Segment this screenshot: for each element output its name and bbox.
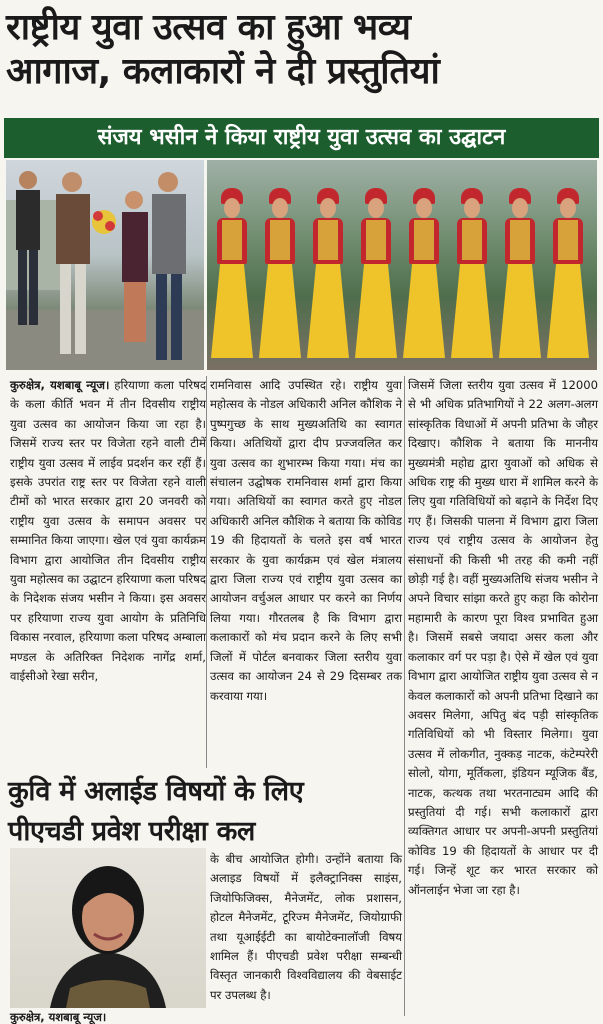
dancer-figure (499, 184, 541, 364)
photo-inauguration-guests (6, 160, 204, 370)
dancer-figure (403, 184, 445, 364)
article-column-3: जिसमें जिला स्तरीय युवा उत्सव में 12000 से भी अधिक प्रतिभागियों ने 22 अलग-अलग सांस्कृतिक विधाओं में अपनी प्रतिभा के जौहर दिखाए। कौशिक ने बताया कि माननीय मुख्यमंत्री महोद्य द्वारा युवाओं को अधिक से अधिक राष्ट्र की मुख्य धारा में शामिल करने के लिए युवा गतिविधियों को बढ़ाने के निर्देश दिए गए हैं। जिसकी पालना में विभाग द्वारा जिला राज्य एवं राष्ट्रीय उत्सव के आयोजन हेतु संसाधनों की किसी भी तरह की कमी नहीं छोड़ी गई है। वहीं मुख्यअतिथि संजय भसीन ने अपने विचार सांझा करते हुए कहा कि कोरोना महामारी के कारण पूरा विश्व प्रभावित हुआ है। जिसमें सबसे जयादा असर कला और कलाकार वर्ग पर पड़ा है। ऐसे में खेल एवं युवा विभाग द्वारा आयोजित राष्ट्रीय युवा उत्सव से न केवल कलाकारों को अपनी प्रतिभा दिखाने का अवसर मिलेगा, अपितु बंद पड़ी सांस्कृतिक गतिविधियों को भी विस्तार मिलेगा। युवा उत्सव में लोकगीत, नुक्कड़ नाटक, कंटेम्परेरी सोलो, योगा, मूर्तिकला, इंडियन म्यूजिक बैंड, नाटक, कत्थक तथा भरतनाट्यम आदि की प्रस्तुतियां दी गई। सभी कलाकारों द्वारा व्यक्तिगत आधार पर अपनी-अपनी प्रस्तुतियां कोविड 19 की हिदायतों के आधार पर दी गई। जिन्हें शूट कर भारत सरकार को ऑनलाईन भेजा जा रहा है। (408, 378, 598, 897)
dancer-figure (259, 184, 301, 364)
column-divider (404, 376, 405, 1016)
dancer-figure (547, 184, 589, 364)
article2-byline: कुरुक्षेत्र, यशबाबू न्यूज। (10, 1010, 107, 1024)
photo-folk-dancers (207, 160, 597, 370)
headline-line-2: आगाज, कलाकारों ने दी प्रस्तुतियां (6, 51, 440, 92)
guests-illustration (6, 160, 204, 370)
dancer-figure (307, 184, 349, 364)
dateline: कुरुक्षेत्र, यशबाबू न्यूज। (10, 378, 110, 392)
main-headline (6, 6, 597, 94)
dancer-figure (451, 184, 493, 364)
column-divider (206, 376, 207, 768)
dancer-figure (211, 184, 253, 364)
photo-portrait-woman (10, 848, 206, 1008)
article-column-2: रामनिवास आदि उपस्थित रहे। राष्ट्रीय युवा महोत्सव के नोडल अधिकारी अनिल कौशिक ने पुष्पगुच्छ के साथ मुख्यअतिथि का स्वागत किया। अतिथियों द्वारा दीप प्रज्जवलित कर युवा उत्सव का शुभारम्भ किया गया। मंच का संचालन उद्घोषक रामनिवास शर्मा द्वारा किया गया। अतिथियों का स्वागत करते हुए नोडल अधिकारी अनिल कौशिक ने बताया कि कोविड 19 की हिदायतों के चलते इस वर्ष भारत सरकार के युवा कार्यक्रम एवं खेल मंत्रालय द्वारा जिला राज्य एवं राष्ट्रीय युवा उत्सव का आयोजन वर्चुअल आधार पर करने का निर्णय लिया गया। गौरतलब है कि विभाग द्वारा कलाकारों को मंच प्रदान करने के लिए सभी जिलों में पोर्टल बनवाकर जिला स्तरीय युवा उत्सव का आयोजन 24 से 29 दिसम्बर तक करवाया गया। (210, 378, 402, 703)
secondary-headline (8, 772, 404, 852)
article2-body: के बीच आयोजित होगी। उन्होंने बताया कि अलाइड विषयों में इलैक्ट्रानिक्स साइंस, जियोफिजिक्स, मैनेजमेंट, लोक प्रशासन, होटल मैनेजमेंट, टूरिज्म मैनेजमेंट, जियोग्राफी तथा यूआईईटी का बायोटेक्नालॉजी विषय शामिल हैं। पीएचडी प्रवेश परीक्षा सम्बन्धी विस्तृत जानकारी विश्वविद्यालय की वेबसाईट पर उपलब्ध है। (210, 852, 402, 1002)
secondary-headline-line-1: कुवि में अलाईड विषयों के लिए (8, 776, 304, 807)
dancer-figure (355, 184, 397, 364)
secondary-headline-line-2: पीएचडी प्रवेश परीक्षा कल (8, 816, 256, 847)
portrait-illustration (10, 848, 206, 1008)
headline-line-1: राष्ट्रीय युवा उत्सव का हुआ भव्य (6, 7, 411, 48)
article-column-1 (10, 376, 206, 687)
article-body-col1: हरियाणा कला परिषद के कला कीर्ति भवन में तीन दिवसीय राष्ट्रीय युवा उत्सव का आयोजन किया जा रहा है। जिसमें राज्य स्तर पर विजेता रहने वाली टीमें राष्ट्रीय युवा उत्सव में लाईव प्रदर्शन कर रहीं हैं। इसके उपरांत राष्ट्र स्तर पर विजेता रहने वाली टीमों को भारत सरकार द्वारा 20 जनवरी को राष्ट्रीय युवा उत्सव के समापन अवसर पर सम्मानित किया जाएगा। खेल एवं युवा कार्यक्रम विभाग द्वारा आयोजित तीन दिवसीय राष्ट्रीय युवा महोत्सव का उद्घाटन हरियाणा कला परिषद के निदेशक संजय भसीन ने किया। इस अवसर पर हरियाणा राज्य युवा आयोग के प्रतिनिधि विकास नरवाल, हरियाणा कला परिषद अम्बाला मण्डल के अतिरिक्त निदेशक नागेंद्र शर्मा, वाईसीओ रेखा सरीन, (10, 378, 206, 684)
subheadline-banner: संजय भसीन ने किया राष्ट्रीय युवा उत्सव का उद्घाटन (4, 118, 599, 158)
